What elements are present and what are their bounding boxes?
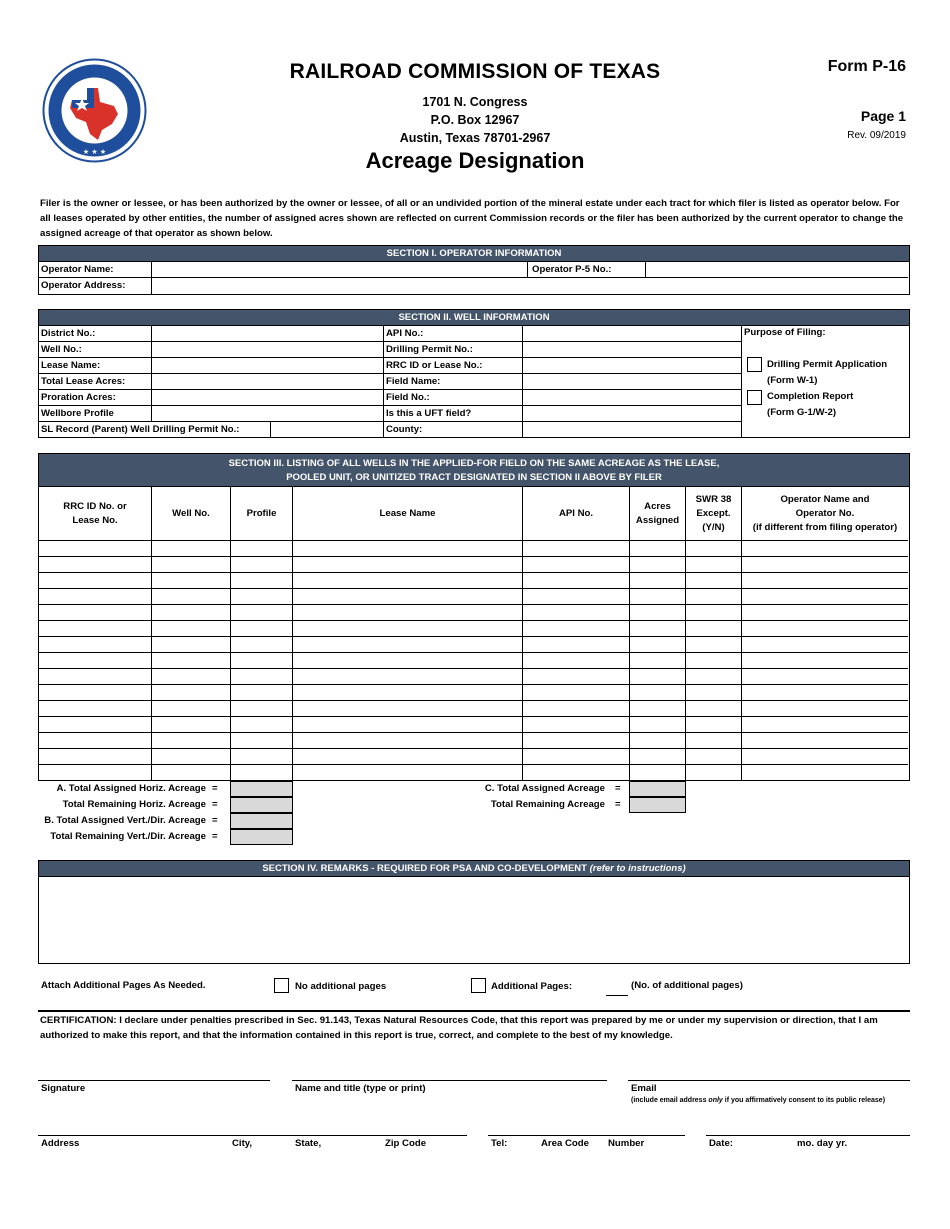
proration-acres-field[interactable] [152, 390, 384, 406]
section-4-remarks [38, 860, 910, 964]
certification-text: CERTIFICATION: I declare under penalties prescribed in Sec. 91.143, Texas Natural Resources Code, that this report was prepared by me or under my supervision or direction, that I am authorized to make this report, and that the information contained in this report is true, correct, and complete to the best of my knowledge. [40, 1015, 878, 1041]
total-horiz-remaining-field[interactable] [230, 797, 293, 813]
completion-report-option-label: Completion Report [767, 391, 854, 402]
well-listing-row[interactable] [39, 701, 908, 717]
well-listing-row[interactable] [39, 749, 908, 765]
drilling-permit-checkbox[interactable] [747, 357, 762, 372]
eq-2: = [212, 799, 218, 810]
rrc-id-field[interactable] [523, 358, 742, 374]
col-operator-line-3: (if different from filing operator) [752, 522, 898, 533]
drilling-permit-option-label: Drilling Permit Application [767, 359, 888, 370]
col-swr38-line-3: (Y/N) [702, 522, 725, 533]
operator-p5-field[interactable] [646, 262, 908, 278]
operator-address-field[interactable] [152, 278, 908, 294]
total-lease-acres-field[interactable] [152, 374, 384, 390]
well-listing-row[interactable] [39, 621, 908, 637]
total-vert-remaining-field[interactable] [230, 829, 293, 845]
telephone-field[interactable] [488, 1135, 685, 1136]
eq-1: = [212, 783, 218, 794]
column-divider [522, 541, 523, 780]
section-3-title-line-2: POOLED UNIT, OR UNITIZED TRACT DESIGNATED IN SECTION II ABOVE BY FILER [286, 472, 662, 483]
page-number: Page 1 [860, 108, 906, 124]
well-listing-row[interactable] [39, 685, 908, 701]
email-note-only: only [708, 1097, 723, 1104]
col-swr38-line-2: Except. [696, 508, 731, 519]
date-field[interactable] [706, 1135, 910, 1136]
section-4-title [39, 861, 909, 877]
column-divider [292, 541, 293, 780]
column-divider [741, 541, 742, 780]
col-profile: Profile [231, 487, 293, 541]
total-vert-assigned-label: B. Total Assigned Vert./Dir. Acreage [44, 815, 206, 826]
col-swr38 [686, 487, 742, 541]
no-additional-pages-checkbox[interactable] [274, 978, 289, 993]
total-remaining-label: Total Remaining Acreage [490, 799, 605, 810]
purpose-of-filing-label: Purpose of Filing: [744, 327, 826, 338]
lease-name-label: Lease Name: [39, 358, 152, 374]
col-swr38-line-1: SWR 38 [695, 494, 732, 505]
field-name-label: Field Name: [384, 374, 523, 390]
date-label: Date: [709, 1138, 733, 1149]
col-rrc-id [39, 487, 152, 541]
well-listing-row[interactable] [39, 557, 908, 573]
total-assigned-field[interactable] [629, 781, 686, 797]
column-divider [230, 541, 231, 780]
form-g1-w2-label: (Form G-1/W-2) [767, 407, 837, 418]
proration-acres-label: Proration Acres: [39, 390, 152, 406]
remarks-field[interactable] [39, 877, 908, 962]
column-divider [151, 541, 152, 780]
total-horiz-remaining-label: Total Remaining Horiz. Acreage [62, 799, 206, 810]
email-label: Email [631, 1083, 657, 1094]
col-acres-line-1: Acres [644, 501, 671, 512]
col-api-no: API No. [523, 487, 630, 541]
section-2-title: SECTION II. WELL INFORMATION [39, 310, 909, 326]
commission-seal [42, 58, 147, 163]
additional-pages-checkbox[interactable] [471, 978, 486, 993]
certification-divider [38, 1010, 910, 1012]
form-w1-label: (Form W-1) [767, 375, 818, 386]
drilling-permit-field[interactable] [523, 342, 742, 358]
eq-6: = [615, 799, 621, 810]
col-operator-line-2: Operator No. [795, 508, 855, 519]
section-3-title [39, 454, 909, 487]
additional-pages-count-label: (No. of additional pages) [631, 980, 743, 991]
well-listing-rows [39, 541, 908, 780]
no-additional-pages-label: No additional pages [295, 981, 387, 992]
form-number: Form P-16 [827, 58, 906, 75]
tel-label: Tel: [491, 1138, 508, 1149]
total-vert-assigned-field[interactable] [230, 813, 293, 829]
county-label: County: [384, 422, 523, 437]
col-acres-assigned [630, 487, 686, 541]
col-operator [742, 487, 908, 541]
signature-label: Signature [41, 1083, 86, 1094]
col-rrc-id-line-2: Lease No. [72, 515, 118, 526]
well-no-label: Well No.: [39, 342, 152, 358]
total-lease-acres-label: Total Lease Acres: [39, 374, 152, 390]
well-listing-row[interactable] [39, 637, 908, 653]
total-horiz-assigned-field[interactable] [230, 781, 293, 797]
column-divider [685, 541, 686, 780]
completion-report-checkbox[interactable] [747, 390, 762, 405]
address-line-1: 1701 N. Congress [422, 95, 528, 109]
additional-pages-label: Additional Pages: [491, 981, 573, 992]
col-acres-line-2: Assigned [635, 515, 680, 526]
total-remaining-field[interactable] [629, 797, 686, 813]
county-field[interactable] [523, 422, 742, 437]
operator-p5-label: Operator P-5 No.: [528, 262, 646, 278]
well-listing-row[interactable] [39, 717, 908, 733]
name-title-label: Name and title (type or print) [295, 1083, 426, 1094]
district-no-field[interactable] [152, 326, 384, 342]
well-no-field[interactable] [152, 342, 384, 358]
email-note [631, 1097, 885, 1104]
attach-pages-label: Attach Additional Pages As Needed. [41, 980, 206, 991]
section-3-title-line-1: SECTION III. LISTING OF ALL WELLS IN THE APPLIED-FOR FIELD ON THE SAME ACREAGE AS THE LEASE, [228, 458, 720, 469]
section-1-title: SECTION I. OPERATOR INFORMATION [39, 246, 909, 262]
sl-record-field[interactable] [271, 422, 384, 437]
uft-field-label: Is this a UFT field? [384, 406, 523, 422]
field-no-label: Field No.: [384, 390, 523, 406]
well-listing-row[interactable] [39, 541, 908, 557]
well-listing-row[interactable] [39, 669, 908, 685]
field-name-field[interactable] [523, 374, 742, 390]
address-line-3: Austin, Texas 78701-2967 [399, 131, 551, 145]
field-no-field[interactable] [523, 390, 742, 406]
drilling-permit-label: Drilling Permit No.: [384, 342, 523, 358]
well-listing-row[interactable] [39, 733, 908, 749]
email-note-post: if you affirmatively consent to its public release) [722, 1097, 886, 1104]
address-label: Address [41, 1138, 80, 1149]
col-lease-name: Lease Name [293, 487, 523, 541]
well-listing-row[interactable] [39, 605, 908, 621]
email-field[interactable] [628, 1080, 910, 1081]
wellbore-profile-field[interactable] [152, 406, 384, 422]
uft-field-field[interactable] [523, 406, 742, 422]
state-label: State, [295, 1138, 322, 1149]
col-well-no: Well No. [152, 487, 231, 541]
section-4-title-note: (refer to instructions) [589, 863, 686, 874]
city-label: City, [232, 1138, 253, 1149]
intro-paragraph: Filer is the owner or lessee, or has been authorized by the owner or lessee, of all or an undivided portion of the mineral estate under each tract for which filer is listed as operator below. For all leases operated by other entities, the number of assigned acres shown are reflected on current Commission records or the filer has been authorized by the current operator to change the assigned acreage of that operator as shown below. [40, 198, 904, 239]
well-listing-row[interactable] [39, 653, 908, 669]
document-title: Acreage Designation [365, 148, 585, 173]
date-format-label: mo. day yr. [797, 1138, 848, 1149]
total-assigned-label: C. Total Assigned Acreage [484, 783, 605, 794]
zip-label: Zip Code [385, 1138, 427, 1149]
section-3-well-listing [38, 453, 910, 781]
col-operator-line-1: Operator Name and [780, 494, 870, 505]
well-listing-row[interactable] [39, 573, 908, 589]
agency-name: RAILROAD COMMISSION OF TEXAS [289, 60, 661, 83]
operator-name-field[interactable] [152, 262, 528, 278]
svg-text:★ ★ ★: ★ ★ ★ [82, 148, 107, 156]
sl-record-label: SL Record (Parent) Well Drilling Permit No.: [39, 422, 271, 437]
section-4-title-text: SECTION IV. REMARKS - REQUIRED FOR PSA AND CO-DEVELOPMENT [262, 863, 587, 874]
api-no-field[interactable] [523, 326, 742, 342]
address-line-2: P.O. Box 12967 [430, 113, 520, 127]
address-field[interactable] [38, 1135, 467, 1136]
operator-name-label: Operator Name: [39, 262, 152, 278]
name-title-field[interactable] [292, 1080, 607, 1081]
additional-pages-count-field[interactable] [606, 995, 628, 996]
total-horiz-assigned-label: A. Total Assigned Horiz. Acreage [56, 783, 206, 794]
signature-field[interactable] [38, 1080, 270, 1081]
api-no-label: API No.: [384, 326, 523, 342]
eq-4: = [212, 831, 218, 842]
lease-name-field[interactable] [152, 358, 384, 374]
email-note-pre: (include email address [631, 1097, 709, 1104]
eq-5: = [615, 783, 621, 794]
column-divider [629, 541, 630, 780]
well-listing-row[interactable] [39, 589, 908, 605]
section-1-operator-info [38, 245, 910, 295]
area-code-label: Area Code [541, 1138, 589, 1149]
section-2-well-info [38, 309, 910, 438]
total-vert-remaining-label: Total Remaining Vert./Dir. Acreage [50, 831, 206, 842]
operator-address-label: Operator Address: [39, 278, 152, 294]
rrc-id-label: RRC ID or Lease No.: [384, 358, 523, 374]
district-no-label: District No.: [39, 326, 152, 342]
wellbore-profile-label: Wellbore Profile [39, 406, 152, 422]
col-rrc-id-line-1: RRC ID No. or [63, 501, 127, 512]
revision-date: Rev. 09/2019 [847, 130, 906, 141]
eq-3: = [212, 815, 218, 826]
number-label: Number [608, 1138, 645, 1149]
well-listing-row[interactable] [39, 765, 908, 781]
